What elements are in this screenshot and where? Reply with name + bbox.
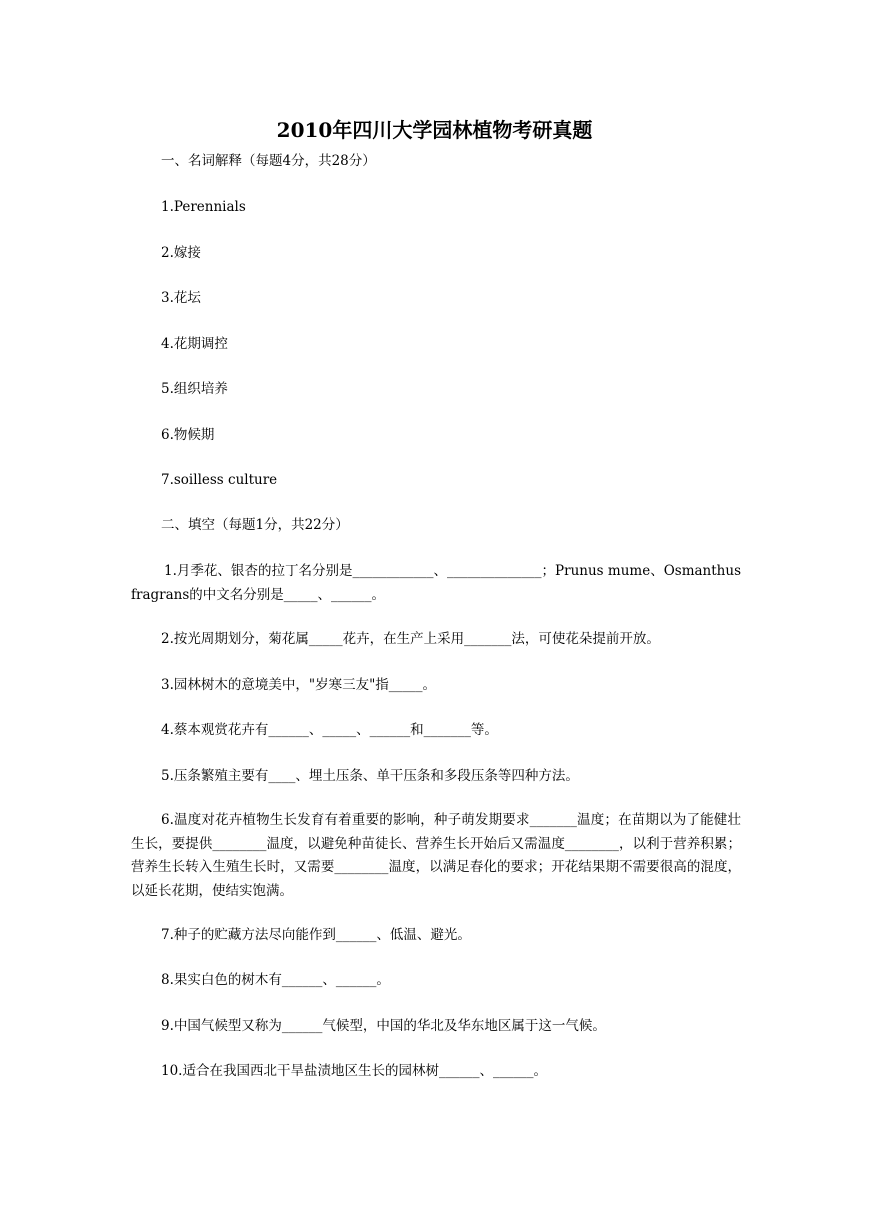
list-item: 3.花坛 (161, 290, 201, 306)
list-item: 4.花期调控 (161, 336, 228, 352)
fill-question-6: 6.温度对花卉植物生长发育有着重要的影响，种子萌发期要求_______温度；在苗期以为了能健壮生长，要提供________温度，以避免种苗徒长、营养生长开始后又需温度________，以利于营养积累；营养生长转入生殖生长时，又需要________温度，以满足春化的要求；开花结果期不需要很高的混度，以延长花期，使结实饱满。 (131, 812, 741, 899)
list-item: 2.嫁接 (161, 245, 201, 261)
fill-question-1: 1.月季花、银杏的拉丁名分别是____________、______________；Prunus mume、Osmanthus fragrans的中文名分别是_____、______。 (131, 563, 741, 603)
list-item: 1.Perennials (161, 199, 246, 215)
section2-heading: 二、填空（每题1分，共22分） (161, 517, 349, 533)
page-title: 2010年四川大学园林植物考研真题 (276, 118, 593, 142)
fill-question-8: 8.果实白色的树木有______、______。 (161, 972, 390, 988)
list-item: 5.组织培养 (161, 381, 228, 397)
fill-question-10: 10.适合在我国西北干旱盐渍地区生长的园林树______、______。 (161, 1063, 547, 1079)
fill-question-9: 9.中国气候型又称为______气候型，中国的华北及华东地区属于这一气候。 (161, 1018, 606, 1034)
section1-heading: 一、名词解释（每题4分，共28分） (161, 153, 376, 169)
fill-question-4: 4.蔡本观赏花卉有______、_____、______和_______等。 (161, 722, 498, 738)
list-item: 7.soilless culture (161, 472, 278, 488)
list-item: 6.物候期 (161, 427, 215, 443)
fill-question-7: 7.种子的贮藏方法尽向能作到______、低温、避光。 (161, 927, 471, 943)
fill-question-5: 5.压条繁殖主要有____、埋土压条、单干压条和多段压条等四种方法。 (161, 768, 579, 784)
fill-question-2: 2.按光周期划分，菊花属_____花卉，在生产上采用_______法，可使花朵提前开放。 (161, 631, 660, 647)
fill-question-3: 3.园林树木的意境美中，"岁寒三友"指_____。 (161, 677, 437, 693)
